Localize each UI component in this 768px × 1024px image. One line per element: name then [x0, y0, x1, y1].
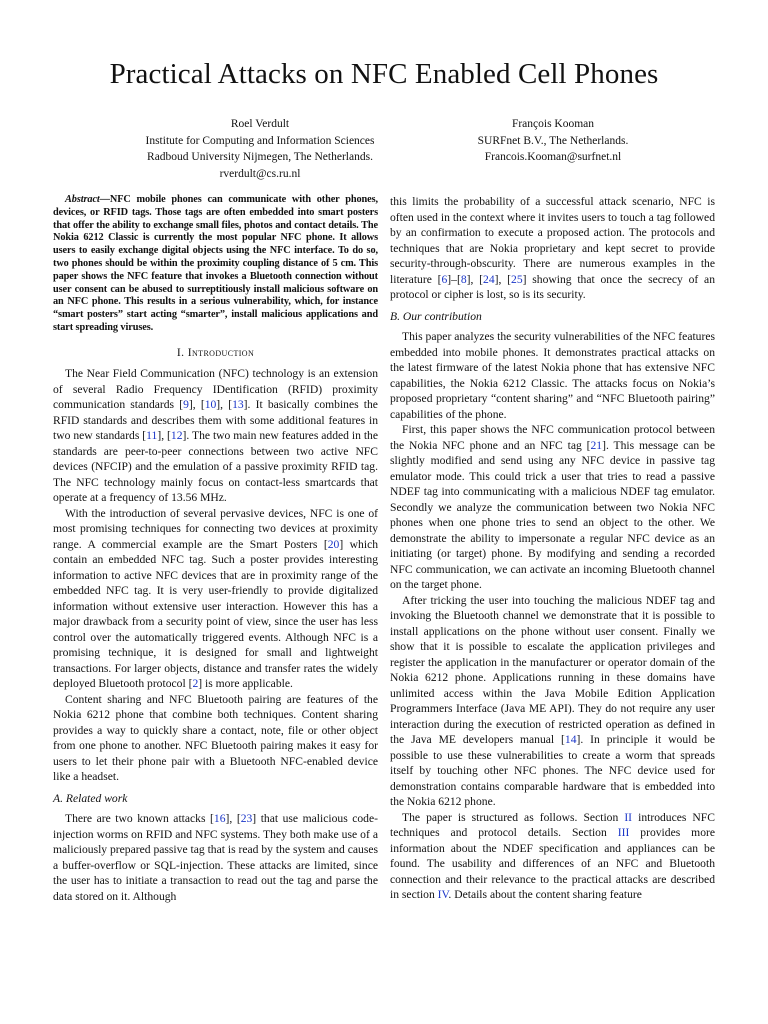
paragraph: There are two known attacks [16], [23] that use malicious code-injection worms on RFID and NFC systems. They both make use of a maliciously prepared passive tag that is read by the system and causes a buffer-overflow or SQL-injection. These attacks are limited, since the user has to initiate a transaction to read out the tag and parse the data stored on it. Although — [53, 812, 378, 903]
author-affiliation: Institute for Computing and Information Sciences — [145, 134, 375, 147]
paragraph: The paper is structured as follows. Section II introduces NFC techniques and protocol details. Section III provides more information about the NDEF specification and appliances can be found. The usability and differences of an NFC and Bluetooth connection and their relevance to the practical attacks are described in section IV. Details about the content sharing feature — [390, 810, 716, 901]
subsection-heading-our-contribution: B. Our contribution — [390, 309, 482, 323]
paragraph: The Near Field Communication (NFC) technology is an extension of several Radio Frequency IDentification (RFID) proximity communication standards [9], [10], [13]. It basically combines the RFID standards and describes them with some additional features in two new standards [11], [12]. The two main new features added in the standards are peer-to-peer connections between two active NFC devices (NFCIP) and the emulation of a passive proximity RFID tag. The NFC technology mainly focus on contact-less smartcards that operate at a frequency of 13.56 MHz. — [53, 367, 378, 505]
citation-link[interactable]: 9 — [183, 398, 189, 412]
abstract-text: —NFC mobile phones can communicate with other phones, devices, or RFID tags. Those tags are often embedded into smart posters that offer the ability to exchange small files, photos and contact details. The Nokia 6212 Classic is currently the most popular NFC phone. It allows users to easily exchange digital objects using the NFC interface. To do so, two phones should be within the proximity coupling distance of 5 cm. This paper shows the NFC feature that invokes a Bluetooth connection without user consent can be abused to surreptitiously install malicious software on an NFC phone. This results in a serious vulnerability, which, for instance “smart posters” start acting “smarter”, install malicious applications and start spreading viruses. — [53, 194, 378, 333]
citation-link[interactable]: 23 — [240, 812, 253, 826]
paragraph: Content sharing and NFC Bluetooth pairing are features of the Nokia 6212 phone that combine both techniques. Content sharing provides a way to quickly share a contact, note, file or other object from one phone to another. NFC Bluetooth pairing makes it easy for users to let their phone pair with a Bluetooth NFC-enabled device like a headset. — [53, 692, 378, 784]
citation-link[interactable]: 14 — [564, 733, 577, 746]
paragraph: After tricking the user into touching the malicious NDEF tag and invoking the Bluetooth channel we demonstrate that it is possible to install applications on the phone without user consent. Finally we show that it is possible to escalate the application privileges and register the application in the manufacturer or operator domain of the Nokia 6212 phone. Applications running in these domains have unlimited access within the Java Mobile Edition Application Programmers Interface (Java ME API). They do not require any user interaction during the execution of restricted operation as defined in the Java ME developers manual [14]. In principle it would be possible to use these vulnerabilities to create a worm that spreads itself by touching other NFC phones. The NFC device used for demonstration contains comparable hardware that is embedded into the Nokia 6212 phone. — [390, 593, 715, 808]
paragraph: This paper analyzes the security vulnerabilities of the NFC features embedded into mobile phones. It demonstrates practical attacks on the latest firmware of the latest Nokia phone that has extensive NFC capabilities, the Nokia 6212 Classic. The attacks focus on Nokia’s proposed proprietary “content sharing” and “NFC Bluetooth pairing” capabilities of the phone. — [390, 330, 715, 421]
citation-link[interactable]: 12 — [170, 429, 183, 443]
citation-link[interactable]: 11 — [146, 429, 158, 443]
paper-title: Practical Attacks on NFC Enabled Cell Phones — [109, 58, 659, 90]
section-heading-introduction: I. Introduction — [176, 345, 255, 359]
paragraph: First, this paper shows the NFC communication protocol between the Nokia NFC phone and an NFC tag [21]. This message can be slightly modified and send using any NFC device in passive tag emulator mode. This could trick a user that tries to read a passive NDEF tag into communicating with a malicious NDEF tag emulator. Secondly we analyze the communication between two Nokia NFC phones when one phone tries to send an object to the other. We demonstrate the ability to impersonate a regular NFC device as an initiating (or target) phone. By modifying and sending a recorded NFC communication, we can activate an incoming Bluetooth channel on the target phone. — [390, 423, 715, 591]
citation-link[interactable]: 10 — [204, 398, 217, 412]
citation-link[interactable]: 16 — [213, 812, 226, 826]
citation-link[interactable]: 24 — [483, 272, 495, 286]
citation-link[interactable]: 6 — [441, 272, 448, 286]
citation-link[interactable]: 21 — [590, 438, 603, 452]
author-name: François Kooman — [511, 118, 595, 130]
author-affiliation: SURFnet B.V., The Netherlands. — [477, 134, 629, 147]
right-column — [390, 194, 715, 903]
author-affiliation: Radboud University Nijmegen, The Netherlands. — [147, 151, 373, 163]
abstract — [53, 194, 378, 335]
citation-link[interactable]: 20 — [327, 537, 340, 551]
section-link[interactable]: III — [617, 826, 630, 839]
paragraph: With the introduction of several pervasive devices, NFC is one of most promising techniques for connecting two devices at proximity range. A commercial example are the Smart Posters [20] which contain an embedded NFC tag. Such a poster provides interesting information to active NFC devices that are in proximity range of the embedded NFC tag. It is very user-friendly to provide digitalized information without extensive user interaction. However this has a major drawback from a security point of view, since the user has less control over the automatically triggered events. Although NFC is a promising technique, it is designed for small and lightweight transactions. For larger objects, distance and transfer rates the widely deployed Bluetooth protocol [2] is more applicable. — [53, 506, 379, 691]
citation-link[interactable]: 2 — [192, 677, 199, 691]
author-block-kooman — [398, 116, 708, 166]
paragraph: this limits the probability of a successful attack scenario, NFC is often used in the context where it invites users to touch a tag followed by an confirmation to execute a proposed action. The protocols and techniques that are Nokia proprietary and kept secret to provide security-through-obscurity. There are numerous examples in the literature [6]–[8], [24], [25] showing that once the secrecy of an protocol or cipher is lost, so is its security. — [390, 195, 715, 301]
subsection-heading-related-work: A. Related work — [53, 791, 128, 805]
author-block-verdult — [110, 116, 410, 182]
abstract-label: Abstract — [65, 194, 100, 205]
author-email: Francois.Kooman@surfnet.nl — [484, 151, 622, 163]
author-email: rverdult@cs.ru.nl — [219, 167, 301, 180]
left-column — [53, 194, 378, 904]
section-link[interactable]: IV — [437, 888, 449, 901]
citation-link[interactable]: 13 — [232, 398, 244, 412]
author-name: Roel Verdult — [230, 118, 290, 130]
citation-link[interactable]: 8 — [460, 272, 467, 286]
citation-link[interactable]: 25 — [511, 272, 523, 286]
section-link[interactable]: II — [624, 810, 633, 824]
